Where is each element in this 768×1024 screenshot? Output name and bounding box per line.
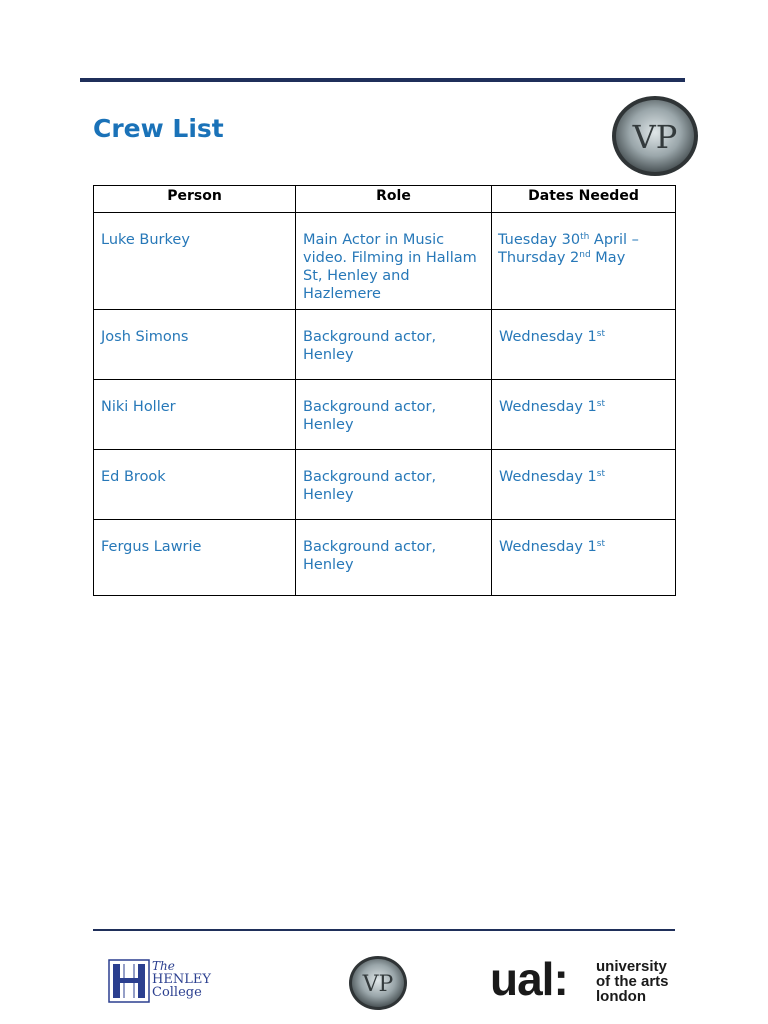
cell-role: Background actor, Henley: [296, 520, 492, 596]
crew-table: [93, 185, 676, 596]
cell-role: Background actor, Henley: [296, 380, 492, 450]
cell-role: Main Actor in Music video. Filming in Hallam St, Henley and Hazlemere: [296, 213, 492, 310]
table-row: [94, 380, 676, 450]
cell-dates: [492, 213, 676, 310]
date-text: Wednesday 1: [499, 469, 597, 485]
henley-college-logo: [108, 959, 218, 1003]
header-person: Person: [94, 186, 296, 213]
table-row: [94, 520, 676, 596]
header-dates-needed: Dates Needed: [492, 186, 676, 213]
cell-person: Josh Simons: [94, 310, 296, 380]
vp-logo: [611, 95, 699, 177]
date-suffix: st: [596, 399, 606, 409]
cell-person: Ed Brook: [94, 450, 296, 520]
henley-the: The: [152, 959, 175, 973]
table-row: [94, 310, 676, 380]
vp-logo-footer: [348, 955, 408, 1011]
vp-logo-text: VP: [632, 118, 678, 156]
header-rule: [80, 78, 685, 82]
henley-name: HENLEY: [152, 972, 211, 987]
ual-line-1: university: [596, 958, 667, 975]
date-text: Tuesday 30: [498, 232, 581, 248]
date-suffix: th: [580, 232, 590, 242]
date-text: Wednesday 1: [499, 329, 597, 345]
ual-wordmark: [596, 959, 669, 1004]
date-suffix: st: [596, 539, 606, 549]
henley-h-emblem: [108, 959, 150, 1003]
date-text: April – Thursday 2: [498, 232, 639, 266]
cell-dates: [492, 450, 676, 520]
date-text: May: [590, 250, 626, 266]
cell-role: Background actor, Henley: [296, 310, 492, 380]
henley-college-wordmark: [152, 960, 211, 999]
date-suffix: st: [596, 329, 606, 339]
page-title: Crew List: [93, 114, 224, 143]
date-text: Wednesday 1: [499, 399, 597, 415]
cell-person: Fergus Lawrie: [94, 520, 296, 596]
ual-line-2: of the arts: [596, 973, 669, 990]
header-role: Role: [296, 186, 492, 213]
cell-role: Background actor, Henley: [296, 450, 492, 520]
ual-logo: [490, 953, 680, 1008]
table-row: [94, 213, 676, 310]
date-suffix: st: [596, 469, 606, 479]
cell-person: Luke Burkey: [94, 213, 296, 310]
ual-mark: ual:: [490, 953, 568, 1005]
cell-dates: [492, 520, 676, 596]
cell-dates: [492, 310, 676, 380]
table-row: [94, 450, 676, 520]
ual-line-3: london: [596, 988, 646, 1005]
table-header-row: [94, 186, 676, 213]
footer-rule: [93, 929, 675, 931]
vp-logo-footer-text: VP: [362, 972, 394, 997]
date-text: Wednesday 1: [499, 539, 597, 555]
cell-dates: [492, 380, 676, 450]
cell-person: Niki Holler: [94, 380, 296, 450]
henley-college: College: [152, 985, 202, 1000]
date-suffix: nd: [579, 250, 591, 260]
